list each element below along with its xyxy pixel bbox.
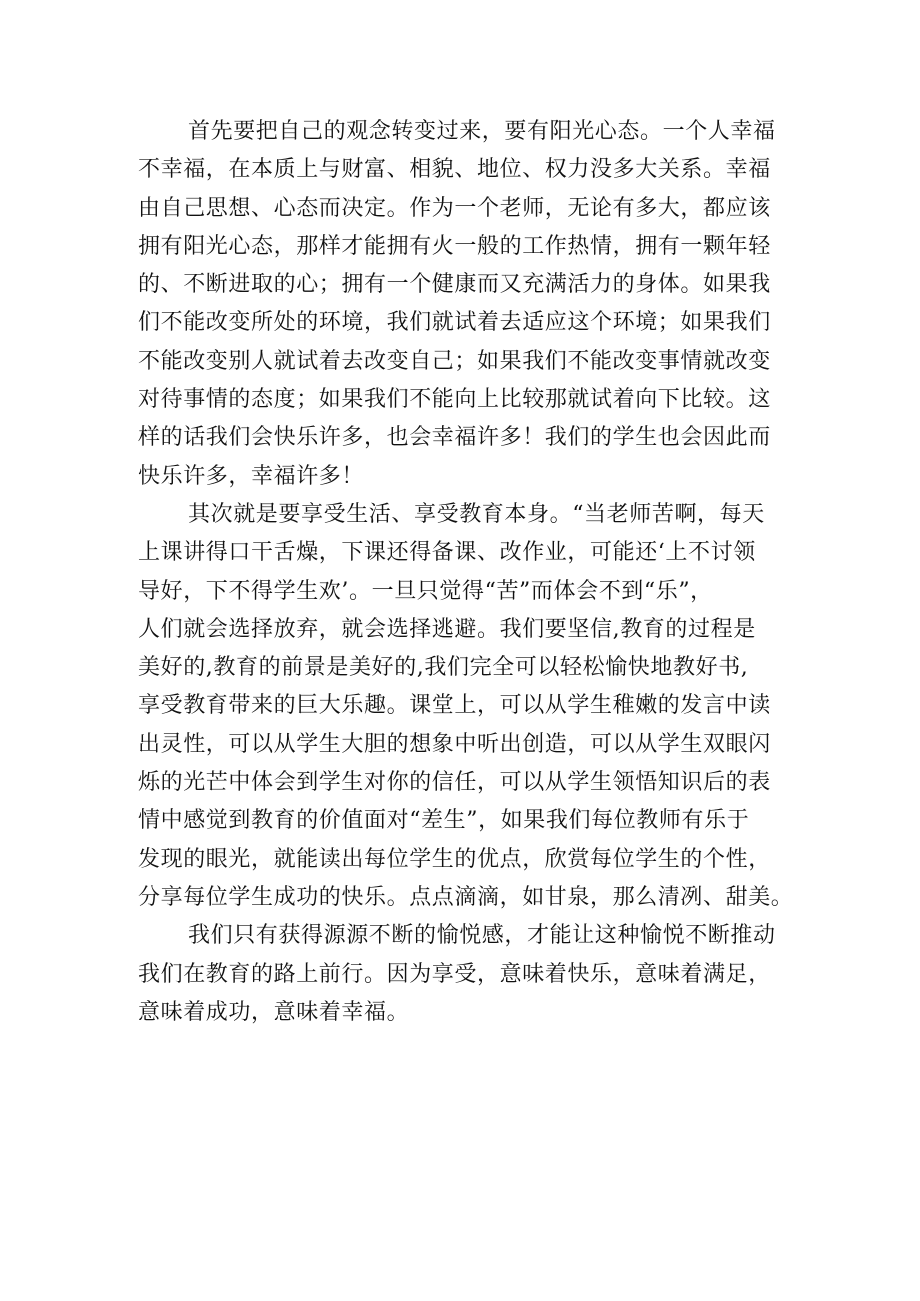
paragraph-line: 其次就是要享受生活、享受教育本身。“当老师苦啊，每天 <box>188 501 765 527</box>
paragraph-line: 首先要把自己的观念转变过来，要有阳光心态。一个人幸福 <box>188 119 776 144</box>
paragraph-line: 出灵性，可以从学生大胆的想象中听出创造，可以从学生双眼闪 <box>138 731 771 757</box>
document-body <box>138 113 798 1032</box>
paragraph-2 <box>138 496 798 917</box>
paragraph-line: 烁的光芒中体会到学生对你的信任，可以从学生领悟知识后的表 <box>138 770 771 796</box>
paragraph-line: 发现的眼光，就能读出每位学生的优点，欣赏每位学生的个性， <box>138 846 771 872</box>
paragraph-line: 我们在教育的路上前行。因为享受，意味着快乐，意味着满足， <box>138 961 771 987</box>
paragraph-line: 样的话我们会快乐许多，也会幸福许多！我们的学生也会因此而 <box>138 425 771 451</box>
paragraph-line: 享受教育带来的巨大乐趣。课堂上，可以从学生稚嫩的发言中读 <box>138 693 771 719</box>
paragraph-line: 由自己思想、心态而决定。作为一个老师，无论有多大，都应该 <box>138 195 771 221</box>
paragraph-1 <box>138 113 798 496</box>
paragraph-line: 不能改变别人就试着去改变自己；如果我们不能改变事情就改变 <box>138 348 771 374</box>
paragraph-line: 不幸福，在本质上与财富、相貌、地位、权力没多大关系。幸福 <box>138 157 771 183</box>
paragraph-line: 对待事情的态度；如果我们不能向上比较那就试着向下比较。这 <box>138 387 771 413</box>
paragraph-line: 情中感觉到教育的价值面对“差生”，如果我们每位教师有乐于 <box>138 808 750 834</box>
paragraph-line: 导好，下不得学生欢’。一旦只觉得“苦”而体会不到“乐”， <box>138 578 713 604</box>
paragraph-line: 快乐许多，幸福许多！ <box>138 463 365 489</box>
paragraph-line: 上课讲得口干舌燥，下课还得备课、改作业，可能还‘上不讨领 <box>138 540 756 566</box>
paragraph-line: 我们只有获得源源不断的愉悦感，才能让这种愉悦不断推动 <box>188 923 776 949</box>
paragraph-line: 拥有阳光心态，那样才能拥有火一般的工作热情，拥有一颗年轻 <box>138 233 771 259</box>
paragraph-line: 美好的,教育的前景是美好的,我们完全可以轻松愉快地教好书, <box>138 655 749 681</box>
paragraph-line: 分享每位学生成功的快乐。点点滴滴，如甘泉，那么清冽、甜美。 <box>138 884 794 910</box>
paragraph-line: 们不能改变所处的环境，我们就试着去适应这个环境；如果我们 <box>138 310 771 336</box>
paragraph-line: 的、不断进取的心；拥有一个健康而又充满活力的身体。如果我 <box>138 272 771 298</box>
paragraph-3 <box>138 917 798 1032</box>
paragraph-line: 人们就会选择放弃，就会选择逃避。我们要坚信,教育的过程是 <box>138 616 756 642</box>
paragraph-line: 意味着成功，意味着幸福。 <box>138 999 410 1025</box>
